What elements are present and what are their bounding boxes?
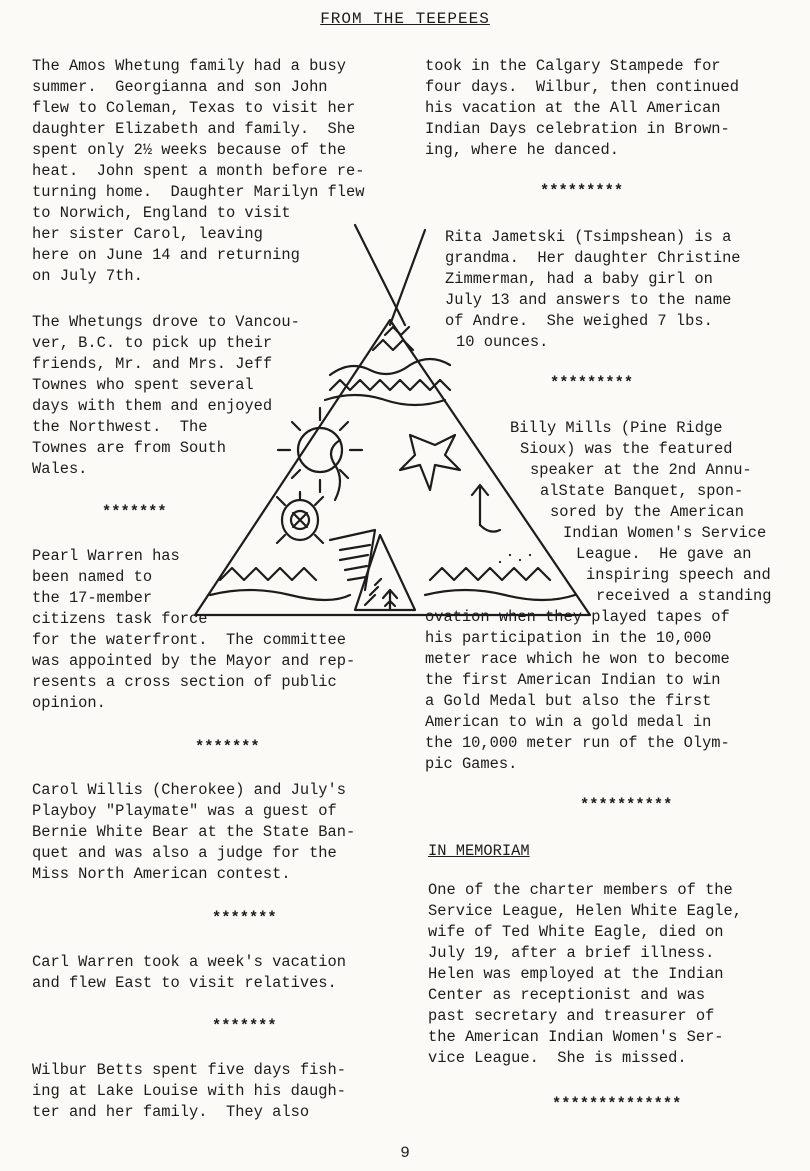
text-line: of Andre. She weighed 7 lbs. xyxy=(445,312,713,330)
separator-stars: ******* xyxy=(102,503,167,521)
separator-stars: ******* xyxy=(212,1017,277,1035)
separator-stars: ********* xyxy=(540,182,624,200)
text-line: grandma. Her daughter Christine xyxy=(445,249,741,267)
text-line: Rita Jametski (Tsimpshean) is a xyxy=(445,228,732,246)
text-line: spent only 2½ weeks because of the xyxy=(32,141,347,159)
text-line: ter and her family. They also xyxy=(32,1103,310,1121)
text-line: Helen was employed at the Indian xyxy=(428,965,724,983)
text-line: citizens task force xyxy=(32,610,208,628)
text-line: Carol Willis (Cherokee) and July's xyxy=(32,781,347,799)
text-line: Miss North American contest. xyxy=(32,865,291,883)
text-line: meter race which he won to become xyxy=(425,650,730,668)
text-line: received a standing xyxy=(596,587,772,605)
text-line: sored by the American xyxy=(550,503,744,521)
text-line: The Amos Whetung family had a busy xyxy=(32,57,347,75)
text-line: Wales. xyxy=(32,460,88,478)
text-line: Townes are from South xyxy=(32,439,226,457)
text-line: One of the charter members of the xyxy=(428,881,733,899)
page-number: 9 xyxy=(400,1144,410,1162)
text-line: was appointed by the Mayor and rep- xyxy=(32,652,356,670)
text-line: his vacation at the All American xyxy=(425,99,721,117)
text-line: The Whetungs drove to Vancou- xyxy=(32,313,300,331)
text-line: ver, B.C. to pick up their xyxy=(32,334,273,352)
text-line: flew to Coleman, Texas to visit her xyxy=(32,99,356,117)
text-line: ing at Lake Louise with his daugh- xyxy=(32,1082,347,1100)
text-line: a Gold Medal but also the first xyxy=(425,692,712,710)
text-line: her sister Carol, leaving xyxy=(32,225,263,243)
text-line: quet and was also a judge for the xyxy=(32,844,337,862)
text-line: July 19, after a brief illness. xyxy=(428,944,715,962)
text-line: the Northwest. The xyxy=(32,418,208,436)
page-title: FROM THE TEEPEES xyxy=(320,10,490,28)
text-line: days with them and enjoyed xyxy=(32,397,273,415)
separator-stars: ************** xyxy=(552,1095,682,1113)
text-line: on July 7th. xyxy=(32,267,143,285)
text-line: July 13 and answers to the name xyxy=(445,291,732,309)
text-line: heat. John spent a month before re- xyxy=(32,162,365,180)
text-line: vice League. She is missed. xyxy=(428,1049,687,1067)
separator-stars: ********* xyxy=(550,374,634,392)
text-line: Bernie White Bear at the State Ban- xyxy=(32,823,356,841)
text-line: Playboy "Playmate" was a guest of xyxy=(32,802,337,820)
text-line: Wilbur Betts spent five days fish- xyxy=(32,1061,347,1079)
text-line: past secretary and treasurer of xyxy=(428,1007,715,1025)
text-line: Service League, Helen White Eagle, xyxy=(428,902,743,920)
separator-stars: ********** xyxy=(580,796,673,814)
text-line: summer. Georgianna and son John xyxy=(32,78,328,96)
text-line: League. He gave an xyxy=(576,545,752,563)
text-line: friends, Mr. and Mrs. Jeff xyxy=(32,355,273,373)
text-line: daughter Elizabeth and family. She xyxy=(32,120,356,138)
separator-stars: ******* xyxy=(212,909,277,927)
text-line: Carl Warren took a week's vacation xyxy=(32,953,347,971)
text-line: inspiring speech and xyxy=(586,566,771,584)
text-line: ing, where he danced. xyxy=(425,141,619,159)
text-line: American to win a gold medal in xyxy=(425,713,712,731)
text-line: the first American Indian to win xyxy=(425,671,721,689)
text-line: four days. Wilbur, then continued xyxy=(425,78,740,96)
text-line: Townes who spent several xyxy=(32,376,254,394)
text-line: 10 ounces. xyxy=(456,333,549,351)
text-line: Pearl Warren has xyxy=(32,547,180,565)
text-line: for the waterfront. The committee xyxy=(32,631,347,649)
text-line: resents a cross section of public xyxy=(32,673,337,691)
text-line: Sioux) was the featured xyxy=(520,440,733,458)
text-line: the 17-member xyxy=(32,589,153,607)
text-line: been named to xyxy=(32,568,153,586)
text-line: Indian Days celebration in Brown- xyxy=(425,120,730,138)
text-line: wife of Ted White Eagle, died on xyxy=(428,923,724,941)
text-line: took in the Calgary Stampede for xyxy=(425,57,721,75)
text-line: Zimmerman, had a baby girl on xyxy=(445,270,713,288)
text-line: opinion. xyxy=(32,694,106,712)
text-line: turning home. Daughter Marilyn flew xyxy=(32,183,365,201)
text-line: the American Indian Women's Ser- xyxy=(428,1028,724,1046)
text-line: Indian Women's Service xyxy=(563,524,767,542)
text-line: pic Games. xyxy=(425,755,518,773)
text-line: to Norwich, England to visit xyxy=(32,204,291,222)
memoriam-heading: IN MEMORIAM xyxy=(428,842,530,860)
text-line: speaker at the 2nd Annu- xyxy=(530,461,752,479)
text-line: and flew East to visit relatives. xyxy=(32,974,337,992)
text-line: here on June 14 and returning xyxy=(32,246,300,264)
text-line: Billy Mills (Pine Ridge xyxy=(510,419,723,437)
text-line: his participation in the 10,000 xyxy=(425,629,712,647)
text-line: ovation when they played tapes of xyxy=(425,608,730,626)
separator-stars: ******* xyxy=(195,738,260,756)
text-line: alState Banquet, spon- xyxy=(540,482,744,500)
text-line: Center as receptionist and was xyxy=(428,986,706,1004)
text-line: the 10,000 meter run of the Olym- xyxy=(425,734,730,752)
